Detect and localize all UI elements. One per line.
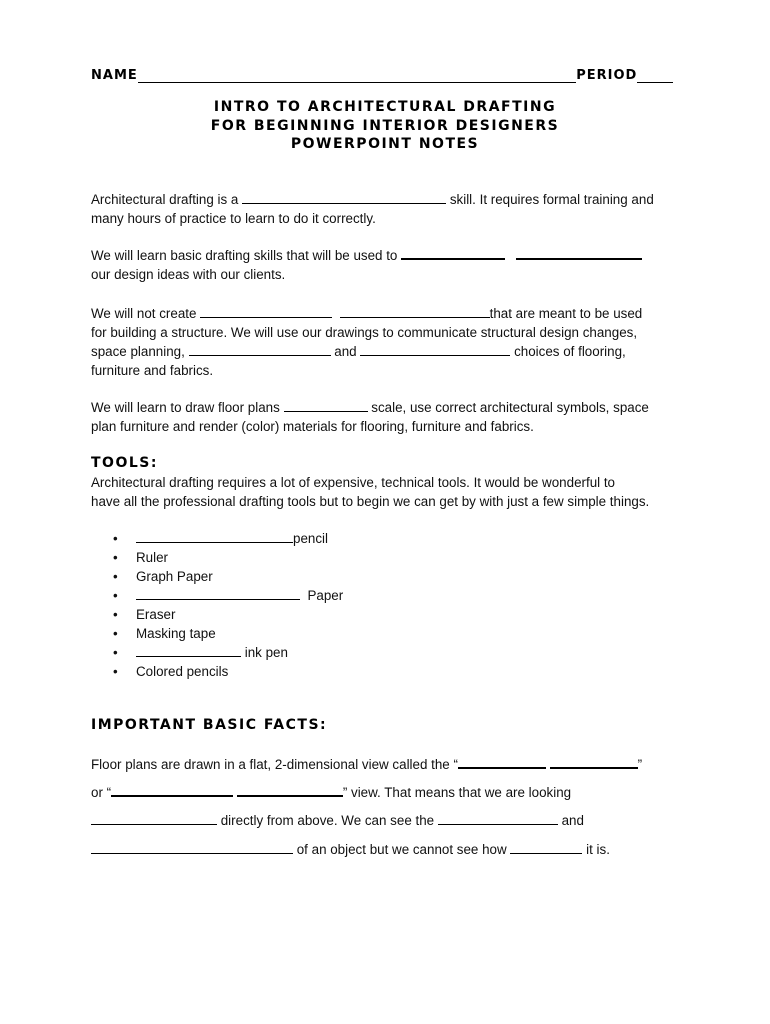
bullet-icon: • [113,664,118,679]
title-line-3: POWERPOINT NOTES [290,136,480,152]
p1-text-a: Architectural drafting is a [91,192,239,207]
facts-4-text-a: of an object but we cannot see how [296,842,507,857]
p3-blank-4[interactable] [360,343,510,356]
period-label: PERIOD [576,68,638,83]
facts-blank-2[interactable] [550,755,638,769]
facts-blank-8[interactable] [510,841,582,854]
facts-blank-5[interactable] [91,812,217,825]
facts-blank-7[interactable] [91,841,293,854]
p3-text-d: space planning, [91,344,185,359]
p3-blank-2[interactable] [340,305,490,318]
facts-blank-1[interactable] [458,755,546,769]
facts-blank-6[interactable] [438,812,558,825]
list-item [113,529,343,548]
facts-2-text-b: ” view. That means that we are looking [342,785,572,800]
p4-blank[interactable] [284,399,368,412]
facts-3-text-b: and [561,813,584,828]
p4-text-b: scale, use correct architectural symbols, space [371,400,649,415]
tools-intro-line-1: Architectural drafting requires a lot of expensive, technical tools. It would be wonderful to [91,475,616,490]
p2-text-a: We will learn basic drafting skills that will be used to [91,248,398,263]
paragraph-3 [91,304,681,380]
p2-blank-1[interactable] [401,246,505,260]
tool-label: Masking tape [136,626,216,641]
facts-line-2 [91,783,681,802]
tool-label: Ruler [136,550,168,565]
p3-blank-3[interactable] [189,343,331,356]
facts-blank-3[interactable] [111,783,233,797]
bullet-icon: • [113,626,118,641]
p3-text-c: for building a structure. We will use our drawings to communicate structural design changes, [91,325,638,340]
bullet-icon: • [113,531,118,546]
tool-label: Colored pencils [136,664,229,679]
list-item [113,605,343,624]
name-blank[interactable] [138,70,576,83]
p1-text-c: many hours of practice to learn to do it correctly. [91,211,376,226]
p2-text-b: our design ideas with our clients. [91,267,286,282]
period-blank[interactable] [637,70,673,83]
p4-text-c: plan furniture and render (color) materials for flooring, furniture and fabrics. [91,419,534,434]
facts-4-text-b: it is. [586,842,610,857]
bullet-icon: • [113,645,118,660]
tool-label: pencil [293,531,328,546]
bullet-icon: • [113,550,118,565]
list-item [113,624,343,643]
list-item [113,662,343,681]
title-line-1: INTRO TO ARCHITECTURAL DRAFTING [213,99,557,115]
tool-label: Eraser [136,607,176,622]
facts-2-text-a: or “ [91,785,112,800]
tool-blank-2[interactable] [136,587,300,600]
tool-label: ink pen [244,645,288,660]
p3-text-e: and [334,344,357,359]
p3-text-a: We will not create [91,306,197,321]
facts-line-4 [91,840,681,859]
bullet-icon: • [113,588,118,603]
list-item [113,643,343,662]
list-item [113,567,343,586]
tools-heading: TOOLS: [91,455,158,471]
facts-heading: IMPORTANT BASIC FACTS: [91,717,328,733]
bullet-icon: • [113,607,118,622]
facts-1-text-a: Floor plans are drawn in a flat, 2-dimensional view called the “ [91,757,458,772]
p3-blank-1[interactable] [200,305,332,318]
tools-intro [91,473,681,511]
bullet-icon: • [113,569,118,584]
facts-line-1 [91,755,681,774]
tools-intro-line-2: have all the professional drafting tools but to begin we can get by with just a few simple things. [91,494,650,509]
facts-3-text-a: directly from above. We can see the [220,813,435,828]
name-period-line [91,68,673,83]
tool-label: Paper [307,588,344,603]
title-line-2: FOR BEGINNING INTERIOR DESIGNERS [210,118,560,134]
p1-text-b: skill. It requires formal training and [449,192,654,207]
paragraph-1 [91,190,681,228]
p1-blank[interactable] [242,191,446,204]
p3-text-g: furniture and fabrics. [91,363,214,378]
facts-1-text-b: ” [637,757,643,772]
list-item [113,548,343,567]
tool-blank-1[interactable] [136,530,293,543]
p3-text-b: that are meant to be used [489,306,643,321]
tool-label: Graph Paper [136,569,213,584]
tool-blank-3[interactable] [136,644,241,657]
p4-text-a: We will learn to draw floor plans [91,400,280,415]
p3-text-f: choices of flooring, [514,344,626,359]
tools-list [113,529,343,681]
p2-blank-2[interactable] [516,246,642,260]
paragraph-4 [91,398,681,436]
name-label: NAME [91,68,138,83]
facts-blank-4[interactable] [237,783,343,797]
list-item [113,586,343,605]
facts-line-3 [91,811,681,830]
paragraph-2 [91,246,681,284]
